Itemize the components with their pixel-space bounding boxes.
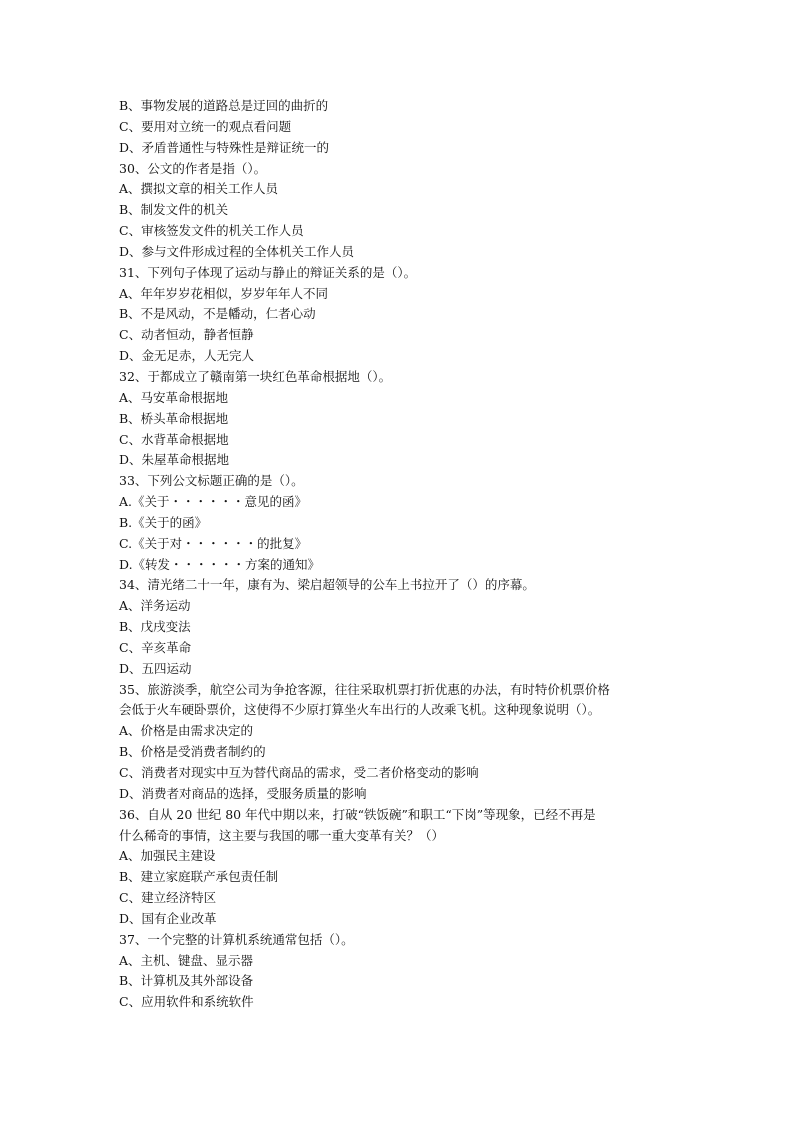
option-line: B、建立家庭联产承包责任制 bbox=[119, 869, 279, 885]
option-line: D、金无足赤，人无完人 bbox=[119, 348, 255, 364]
option-line: C、动者恒动，静者恒静 bbox=[119, 327, 254, 343]
option-line: A、撰拟文章的相关工作人员 bbox=[119, 181, 279, 197]
option-line: A.《关于・・・・・・意见的函》 bbox=[119, 494, 308, 510]
option-line: D、五四运动 bbox=[119, 660, 192, 676]
option-line: A、洋务运动 bbox=[119, 598, 191, 614]
question-line: 36、自从 20 世纪 80 年代中期以来，打破“铁饭碗”和职工“下岗”等现象，已经不再是 bbox=[119, 806, 596, 822]
option-line: C、水背革命根据地 bbox=[119, 431, 229, 447]
option-line: C、消费者对现实中互为替代商品的需求，受二者价格变动的影响 bbox=[119, 765, 479, 780]
option-line: D、矛盾普通性与特殊性是辩证统一的 bbox=[119, 139, 330, 155]
option-line: D.《转发・・・・・・方案的通知》 bbox=[119, 556, 321, 572]
option-line: C、应用软件和系统软件 bbox=[119, 994, 254, 1010]
option-line: A、价格是由需求决定的 bbox=[119, 723, 254, 739]
option-line: B、戊戌变法 bbox=[119, 619, 191, 635]
question-line: 37、一个完整的计算机系统通常包括（）。 bbox=[119, 931, 354, 947]
option-line: C、建立经济特区 bbox=[119, 890, 217, 906]
option-line: A、年年岁岁花相似，岁岁年年人不同 bbox=[119, 285, 329, 301]
option-line: D、国有企业改革 bbox=[119, 910, 217, 926]
option-line: A、加强民主建设 bbox=[119, 848, 216, 864]
option-line: B、计算机及其外部设备 bbox=[119, 973, 254, 989]
question-line: 32、于都成立了赣南第一块红色革命根据地（）。 bbox=[119, 368, 392, 384]
question-line: 35、旅游淡季，航空公司为争抢客源，往往采取机票打折优惠的办法，有时特价机票价格 bbox=[119, 681, 610, 697]
question-line: 30、公文的作者是指（）。 bbox=[119, 160, 267, 176]
option-line: C、辛亥革命 bbox=[119, 639, 192, 655]
option-line: C.《关于对・・・・・・的批复》 bbox=[119, 535, 308, 551]
option-line: B.《关于的函》 bbox=[119, 514, 208, 530]
option-line: B、不是风动，不是幡动，仁者心动 bbox=[119, 306, 316, 322]
option-line: C、要用对立统一的观点看问题 bbox=[119, 118, 292, 134]
option-line: A、马安革命根据地 bbox=[119, 389, 229, 405]
question-line: 31、下列句子体现了运动与静止的辩证关系的是（）。 bbox=[119, 264, 417, 280]
option-line: A、主机、键盘、显示器 bbox=[119, 952, 254, 968]
question-line-continued: 什么稀奇的事情，这主要与我国的哪一重大变革有关？（） bbox=[119, 827, 445, 843]
option-line: D、参与文件形成过程的全体机关工作人员 bbox=[119, 243, 355, 259]
document-body bbox=[119, 96, 679, 1013]
option-line: B、制发文件的机关 bbox=[119, 202, 229, 218]
option-line: B、价格是受消费者制约的 bbox=[119, 744, 266, 760]
option-line: B、桥头革命根据地 bbox=[119, 410, 229, 426]
question-line: 33、下列公文标题正确的是（）。 bbox=[119, 473, 304, 489]
option-line: D、消费者对商品的选择，受服务质量的影响 bbox=[119, 785, 367, 801]
question-line: 34、清光绪二十一年，康有为、梁启超领导的公车上书拉开了（）的序幕。 bbox=[119, 577, 535, 593]
question-line-continued: 会低于火车硬卧票价，这使得不少原打算坐火车出行的人改乘飞机。这种现象说明（）。 bbox=[119, 702, 601, 718]
option-line: C、审核签发文件的机关工作人员 bbox=[119, 223, 304, 239]
option-line: D、朱屋革命根据地 bbox=[119, 452, 230, 468]
option-line: B、事物发展的道路总是迂回的曲折的 bbox=[119, 98, 329, 113]
